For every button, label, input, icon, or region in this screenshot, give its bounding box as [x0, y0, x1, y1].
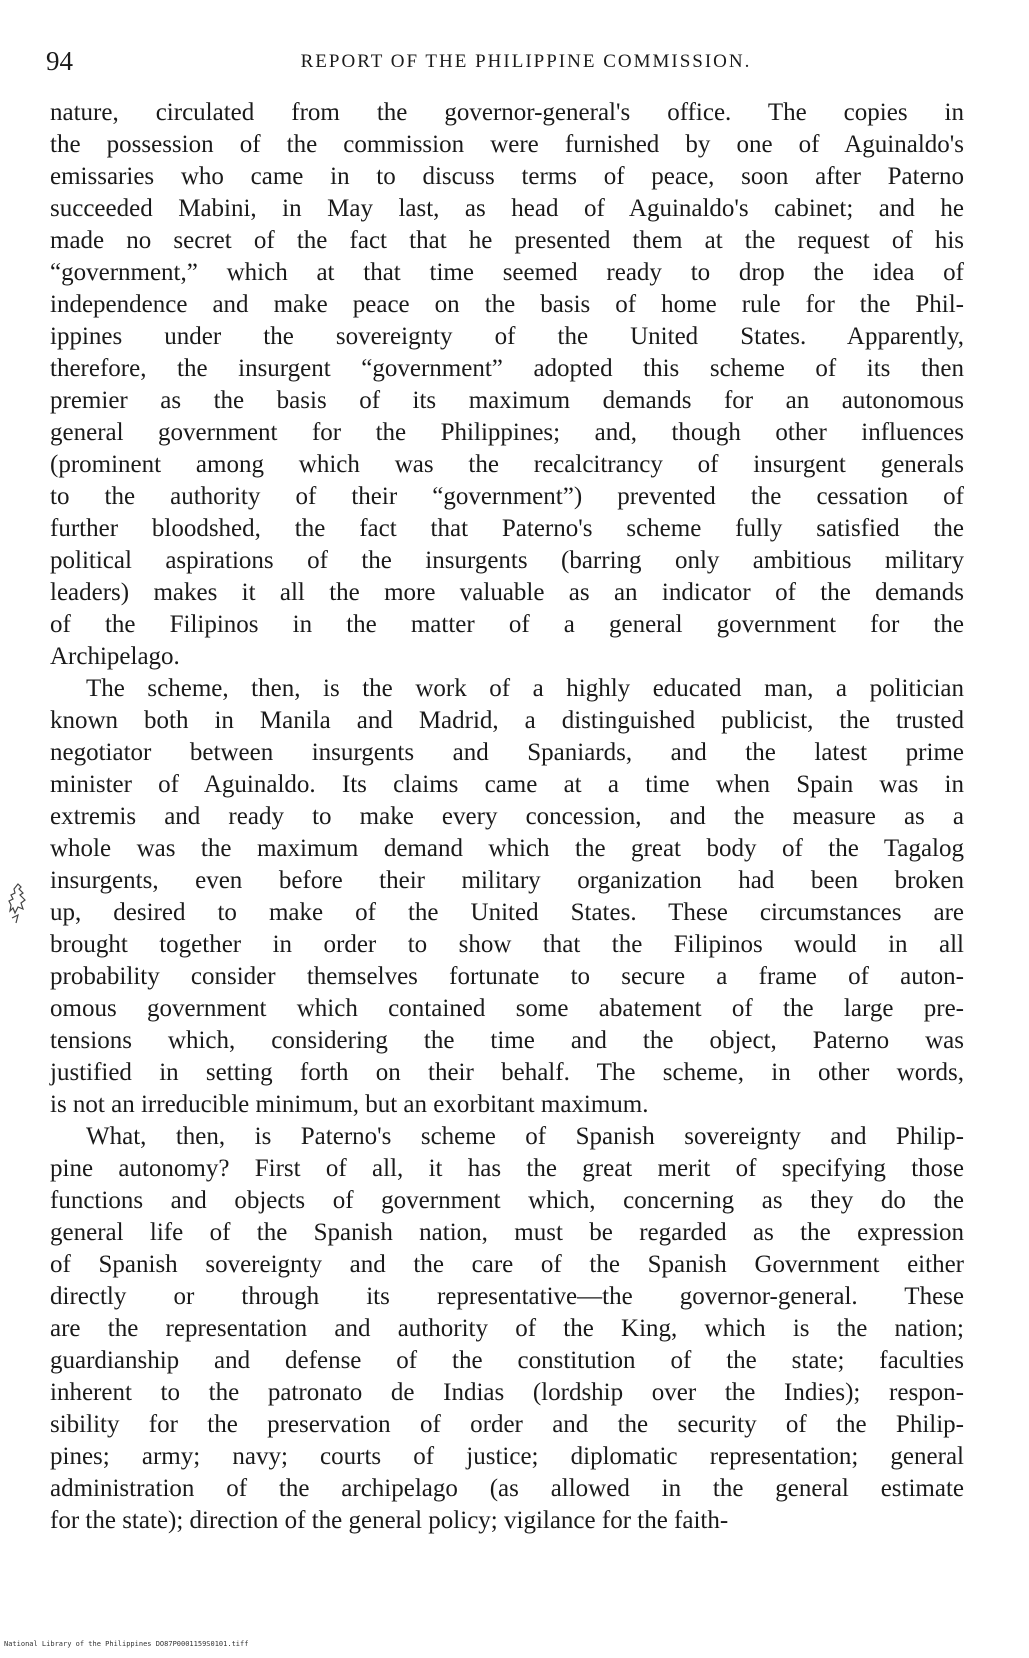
text-line: are the representation and authority of the King, which is the nation;	[50, 1315, 964, 1342]
text-line: omous government which contained some abatement of the large pre-	[50, 995, 964, 1022]
text-line: the possession of the commission were furnished by one of Aguinaldo's	[50, 131, 964, 158]
body-text	[50, 97, 964, 1537]
text-line: succeeded Mabini, in May last, as head of Aguinaldo's cabinet; and he	[50, 195, 964, 222]
page-header	[46, 46, 966, 76]
text-line: whole was the maximum demand which the great body of the Tagalog	[50, 835, 964, 862]
text-line: Archipelago.	[50, 643, 180, 670]
margin-blot-icon	[6, 878, 32, 930]
text-line: administration of the archipelago (as allowed in the general estimate	[50, 1475, 964, 1502]
text-line: general government for the Philippines; and, though other influences	[50, 419, 964, 446]
text-line: premier as the basis of its maximum demands for an autonomous	[50, 387, 964, 414]
text-line: insurgents, even before their military organization had been broken	[50, 867, 964, 894]
text-line: The scheme, then, is the work of a highly educated man, a politician	[86, 675, 964, 702]
running-head: REPORT OF THE PHILIPPINE COMMISSION.	[300, 51, 752, 72]
text-line: made no secret of the fact that he presented them at the request of his	[50, 227, 964, 254]
text-line: known both in Manila and Madrid, a distinguished publicist, the trusted	[50, 707, 964, 734]
text-line: minister of Aguinaldo. Its claims came at a time when Spain was in	[50, 771, 964, 798]
text-line: functions and objects of government which, concerning as they do the	[50, 1187, 964, 1214]
text-line: is not an irreducible minimum, but an exorbitant maximum.	[50, 1091, 649, 1118]
text-line: (prominent among which was the recalcitrancy of insurgent generals	[50, 451, 964, 478]
text-line: brought together in order to show that the Filipinos would in all	[50, 931, 964, 958]
text-line: sibility for the preservation of order and the security of the Philip-	[50, 1411, 964, 1438]
paragraph	[50, 1121, 964, 1537]
text-line: inherent to the patronato de Indias (lordship over the Indies); respon-	[50, 1379, 964, 1406]
text-line: to the authority of their “government”) prevented the cessation of	[50, 483, 964, 510]
text-line: directly or through its representative—the governor-general. These	[50, 1283, 964, 1310]
text-line: political aspirations of the insurgents (barring only ambitious military	[50, 547, 964, 574]
text-line: further bloodshed, the fact that Paterno's scheme fully satisfied the	[50, 515, 964, 542]
text-line: “government,” which at that time seemed ready to drop the idea of	[50, 259, 964, 286]
text-line: pine autonomy? First of all, it has the great merit of specifying those	[50, 1155, 964, 1182]
paragraph	[50, 97, 964, 673]
text-line: general life of the Spanish nation, must be regarded as the expression	[50, 1219, 964, 1246]
text-line: therefore, the insurgent “government” adopted this scheme of its then	[50, 355, 964, 382]
text-line: emissaries who came in to discuss terms of peace, soon after Paterno	[50, 163, 964, 190]
text-line: independence and make peace on the basis of home rule for the Phil-	[50, 291, 964, 318]
text-line: probability consider themselves fortunate to secure a frame of auton-	[50, 963, 964, 990]
text-line: pines; army; navy; courts of justice; diplomatic representation; general	[50, 1443, 964, 1470]
text-line: negotiator between insurgents and Spaniards, and the latest prime	[50, 739, 964, 766]
text-line: leaders) makes it all the more valuable as an indicator of the demands	[50, 579, 964, 606]
text-line: of the Filipinos in the matter of a general government for the	[50, 611, 964, 638]
page-number: 94	[46, 46, 73, 76]
text-line: justified in setting forth on their behalf. The scheme, in other words,	[50, 1059, 964, 1086]
paragraph	[50, 673, 964, 1121]
text-line: up, desired to make of the United States. These circumstances are	[50, 899, 964, 926]
text-line: What, then, is Paterno's scheme of Spanish sovereignty and Philip-	[86, 1123, 964, 1150]
text-line: for the state); direction of the general policy; vigilance for the faith-	[50, 1507, 729, 1534]
text-line: ippines under the sovereignty of the United States. Apparently,	[50, 323, 964, 350]
text-line: guardianship and defense of the constitution of the state; faculties	[50, 1347, 964, 1374]
text-line: tensions which, considering the time and the object, Paterno was	[50, 1027, 964, 1054]
text-line: nature, circulated from the governor-general's office. The copies in	[50, 99, 964, 126]
text-line: extremis and ready to make every concession, and the measure as a	[50, 803, 964, 830]
text-line: of Spanish sovereignty and the care of the Spanish Government either	[50, 1251, 964, 1278]
scan-footer: National Library of the Philippines DO87P0001159S0101.tiff	[4, 1640, 249, 1648]
